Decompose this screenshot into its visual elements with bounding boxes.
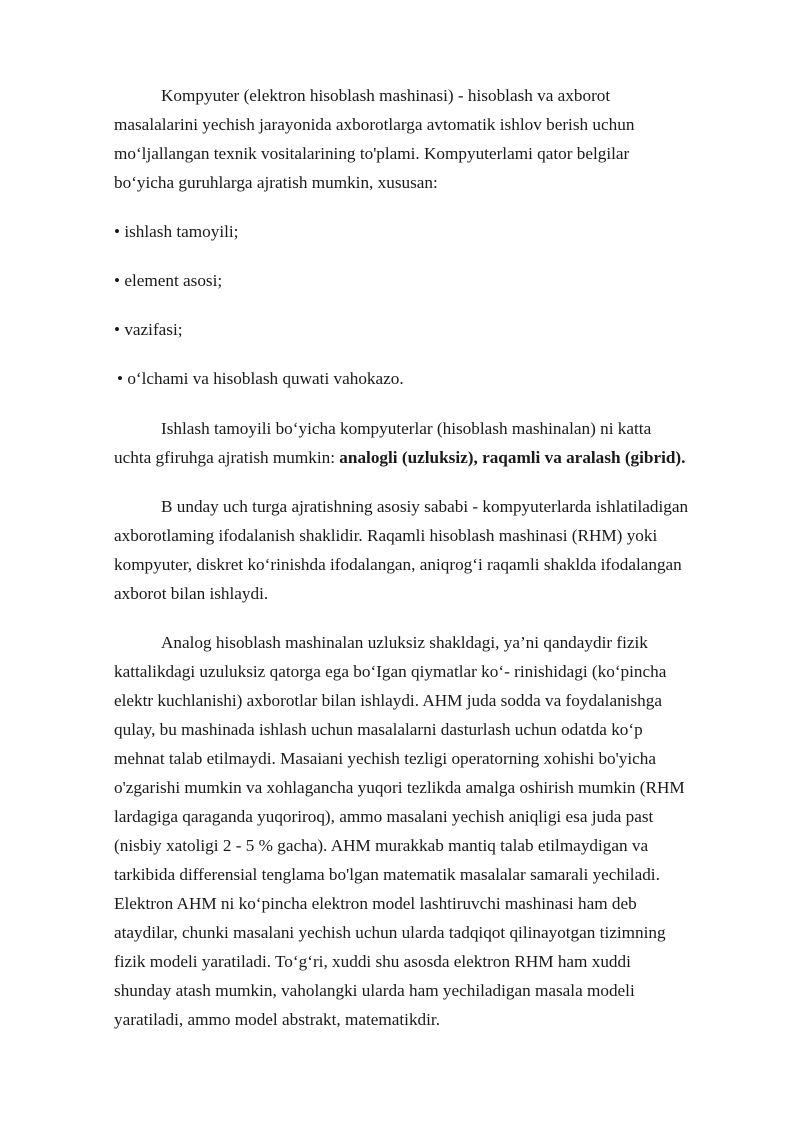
paragraph-2-plain-text: uchta gfiruhga ajratish mumkin:	[114, 448, 340, 467]
bullet-item-1: • ishlash tamoyili;	[114, 222, 239, 241]
paragraph-4-line-6: o'zgarishi mumkin va xohlagancha yuqori tezlikda amalga oshirish mumkin (RHM	[114, 778, 685, 797]
paragraph-4-line-1: Analog hisoblash mashinalan uzluksiz shakldagi, ya’ni qandaydir fizik	[161, 633, 648, 652]
paragraph-1-line-1: Kompyuter (elektron hisoblash mashinasi) - hisoblash va axborot	[161, 86, 611, 105]
paragraph-3-line-1: B unday uch turga ajratishning asosiy sababi - kompyuterlarda ishlatiladigan	[161, 497, 689, 516]
paragraph-4-line-12: fizik modeli yaratiladi. To‘g‘ri, xuddi shu asosda elektron RHM ham xuddi	[114, 952, 631, 971]
paragraph-4-line-14: yaratiladi, ammo model abstrakt, matematikdir.	[114, 1010, 440, 1029]
paragraph-4-line-11: ataydilar, chunki masalani yechish uchun ularda tadqiqot qilinayotgan tizimning	[114, 923, 666, 942]
bullet-item-3: • vazifasi;	[114, 320, 183, 339]
paragraph-4-line-4: qulay, bu mashinada ishlash uchun masalalarni dasturlash uchun odatda ko‘p	[114, 720, 643, 739]
paragraph-2-line-1: Ishlash tamoyili bo‘yicha kompyuterlar (hisoblash mashinalan) ni katta	[161, 419, 652, 438]
paragraph-3-line-2: axborotlaming ifodalanish shaklidir. Raqamli hisoblash mashinasi (RHM) yoki	[114, 526, 658, 545]
paragraph-4-line-10: Elektron AHM ni ko‘pincha elektron model lashtiruvchi mashinasi ham deb	[114, 894, 637, 913]
paragraph-4-line-7: lardagiga qaraganda yuqoriroq), ammo masalani yechish aniqligi esa juda past	[114, 807, 654, 826]
paragraph-3-line-4: axborot bilan ishlaydi.	[114, 584, 269, 603]
paragraph-2-bold-text: analogli (uzluksiz), raqamli va aralash (gibrid).	[339, 448, 686, 467]
paragraph-4-line-13: shunday atash mumkin, vaholangki ularda ham yechiladigan masala modeli	[114, 981, 635, 1000]
paragraph-4-line-5: mehnat talab etilmaydi. Masaiani yechish tezligi operatorning xohishi bo'yicha	[114, 749, 656, 768]
paragraph-3-line-3: kompyuter, diskret ko‘rinishda ifodalangan, aniqrog‘i raqamli shaklda ifodalangan	[114, 555, 682, 574]
paragraph-4-line-2: kattalikdagi uzuluksiz qatorga ega bo‘Igan qiymatlar ko‘- rinishidagi (ko‘pincha	[114, 662, 667, 681]
paragraph-4-line-8: (nisbiy xatoligi 2 - 5 % gacha). AHM murakkab mantiq talab etilmaydigan va	[114, 836, 649, 855]
paragraph-1-line-3: mo‘ljallangan texnik vositalarining to'plami. Kompyuterlami qator belgilar	[114, 144, 630, 163]
paragraph-4-line-3: elektr kuchlanishi) axborotlar bilan ishlaydi. AHM juda sodda va foydalanishga	[114, 691, 662, 710]
bullet-item-2: • element asosi;	[114, 271, 223, 290]
paragraph-1-line-4: bo‘yicha guruhlarga ajratish mumkin, xususan:	[114, 173, 438, 192]
paragraph-2-line-2	[114, 447, 685, 469]
bullet-item-4: • o‘lchami va hisoblash quwati vahokazo.	[117, 369, 404, 388]
paragraph-1-line-2: masalalarini yechish jarayonida axborotlarga avtomatik ishlov berish uchun	[114, 115, 635, 134]
paragraph-4-line-9: tarkibida differensial tenglama bo'lgan matematik masalalar samarali yechiladi.	[114, 865, 660, 884]
